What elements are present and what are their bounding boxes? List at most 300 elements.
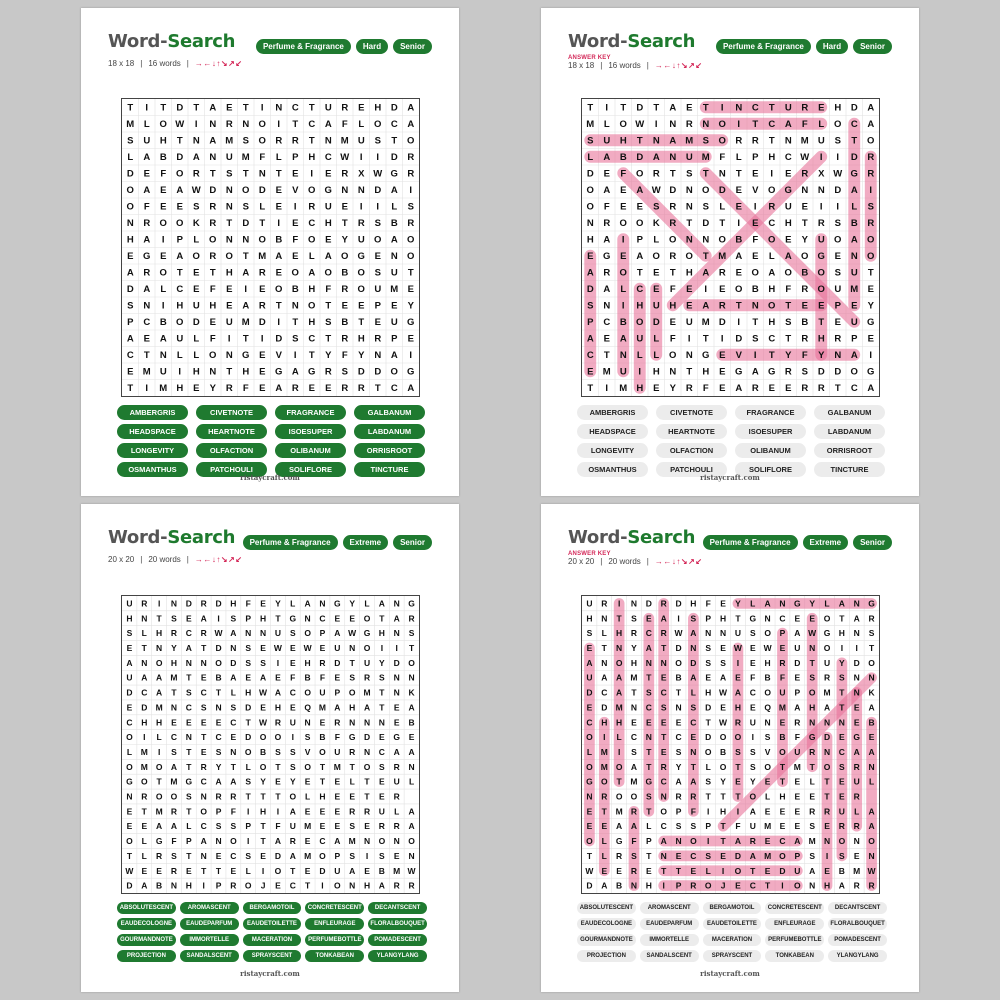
grid-letter: O [258,234,266,246]
grid-letter: W [348,628,357,639]
grid-letter: T [768,350,775,362]
grid-letter: E [675,717,682,728]
grid-letter: E [720,702,726,713]
grid-letter: O [817,267,825,279]
grid-letter: S [834,218,841,230]
direction-arrows-icon: →←↓↑↘↗↙ [654,557,703,566]
word-chip: FLORALBOUQUET [828,918,887,930]
grid-letter: P [215,880,222,891]
grid-letter: A [601,672,608,683]
grid-letter: N [868,850,875,861]
grid-letter: R [669,251,677,263]
grid-letter: T [686,366,693,378]
grid-letter: S [675,821,682,832]
grid-letter: B [619,317,627,329]
grid-letter: O [690,836,697,847]
grid-letter: D [126,168,134,180]
grid-letter: D [817,366,825,378]
grid-letter: E [334,791,341,802]
grid-letter: T [226,218,233,230]
grid-letter: Y [341,234,348,246]
grid-letter: D [393,657,400,668]
grid-letter: G [749,613,757,624]
grid-letter: E [176,201,183,213]
grid-letter: V [764,746,771,757]
grid-letter: U [390,317,398,329]
grid-letter: T [720,791,726,802]
grid-letter: S [275,746,281,757]
grid-letter: I [662,880,665,891]
grid-letter: R [215,791,222,802]
grid-letter: S [586,628,593,639]
grid-letter: R [652,168,660,180]
grid-letter: R [817,218,825,230]
word-chip: AROMASCENT [180,902,239,914]
grid-letter: U [749,717,756,728]
grid-letter: D [779,865,786,876]
grid-letter: F [319,672,326,683]
grid-letter: N [225,234,233,246]
grid-letter: F [620,168,627,180]
grid-letter: M [170,672,178,683]
grid-letter: F [752,234,759,246]
grid-letter: L [705,865,711,876]
grid-letter: W [340,152,350,164]
grid-letter: N [378,717,385,728]
grid-letter: G [867,366,875,378]
word-chip: YLANGYLANG [368,950,427,962]
grid-letter: W [808,628,817,639]
grid-letter: E [319,806,326,817]
grid-letter: G [794,598,801,609]
grid-letter: N [230,746,237,757]
grid-letter: M [685,135,694,147]
grid-letter: L [601,836,607,847]
grid-letter: I [321,880,324,891]
grid-letter: Y [171,643,177,654]
grid-letter: I [687,333,691,345]
word-chip: MACERATION [703,934,762,946]
grid-letter: G [357,251,365,263]
grid-letter: T [750,865,756,876]
grid-letter: U [274,628,281,639]
grid-letter: I [178,366,182,378]
grid-letter: A [660,613,667,624]
grid-letter: O [734,865,742,876]
grid-letter: G [407,317,415,329]
grid-letter: O [868,657,875,668]
grid-letter: D [215,643,222,654]
grid-letter: L [245,761,251,772]
grid-letter: E [719,366,726,378]
grid-letter: D [853,657,860,668]
grid-letter: F [669,284,676,296]
grid-letter: H [260,613,267,624]
grid-letter: F [690,806,696,817]
grid-letter: B [304,672,311,683]
grid-letter: H [308,152,316,164]
grid-letter: H [616,628,623,639]
grid-letter: S [245,850,252,861]
grid-letter: O [159,267,167,279]
grid-letter: E [200,717,207,728]
grid-letter: H [349,702,356,713]
grid-letter: M [850,284,859,296]
grid-letter: D [209,185,217,197]
grid-letter: N [616,643,623,654]
grid-letter: T [209,267,216,279]
grid-letter: S [171,746,177,757]
grid-letter: I [145,102,149,114]
grid-letter: E [358,102,365,114]
theme-badge: Perfume & Fragrance [243,535,338,550]
grid-letter: R [324,366,332,378]
grid-letter: U [334,865,341,876]
grid-letter: I [605,102,609,114]
grid-letter: S [690,821,697,832]
grid-letter: G [784,185,792,197]
grid-letter: C [143,317,151,329]
grid-letter: F [160,168,167,180]
grid-letter: C [660,821,667,832]
grid-letter: L [160,284,167,296]
grid-letter: R [735,135,743,147]
grid-letter: T [839,613,845,624]
grid-letter: T [631,687,637,698]
grid-letter: P [245,821,252,832]
grid-letter: E [292,251,299,263]
grid-letter: O [159,218,167,230]
grid-letter: G [868,598,875,609]
grid-letter: G [308,366,316,378]
grid-letter: E [794,776,801,787]
grid-letter: G [407,366,415,378]
grid-letter: T [601,806,607,817]
grid-letter: D [185,598,192,609]
grid-letter: I [605,383,609,395]
grid-letter: L [408,776,415,787]
grid-letter: E [209,317,216,329]
grid-letter: A [868,746,875,757]
grid-letter: N [809,717,816,728]
grid-letter: H [374,102,382,114]
grid-letter: L [156,732,162,743]
grid-letter: M [258,251,267,263]
grid-letter: C [319,613,326,624]
grid-letter: T [186,746,192,757]
grid-letter: G [348,732,356,743]
grid-letter: L [305,791,311,802]
answer-key-label: ANSWER KEY [568,551,611,557]
grid-letter: M [764,821,772,832]
grid-letter: R [407,168,415,180]
grid-letter: H [838,628,845,639]
grid-letter: A [794,628,801,639]
grid-letter: A [586,333,594,345]
grid-letter: R [868,613,875,624]
grid-letter: Q [764,702,771,713]
grid-letter: O [794,880,801,891]
grid-letter: A [850,350,858,362]
grid-letter: O [867,234,875,246]
grid-letter: O [374,119,382,131]
grid-letter: R [867,168,875,180]
grid-letter: T [391,135,398,147]
grid-letter: E [603,168,610,180]
grid-letter: L [601,850,607,861]
grid-size: 18 x 18 [108,59,135,68]
grid-letter: A [408,821,415,832]
grid-letter: N [291,300,299,312]
grid-letter: C [126,717,133,728]
grid-letter: M [853,865,861,876]
grid-letter: R [357,218,365,230]
grid-letter: N [242,119,250,131]
grid-letter: N [705,628,712,639]
grid-letter: E [620,251,627,263]
grid-letter: N [690,746,697,757]
puzzle-page-b-answer-key [541,504,919,992]
grid-letter: O [751,267,759,279]
grid-letter: T [587,102,594,114]
grid-letter: D [275,333,283,345]
grid-letter: S [408,628,415,639]
grid-letter: I [157,746,161,757]
grid-letter: S [230,702,237,713]
grid-letter: R [308,201,316,213]
grid-letter: I [217,613,220,624]
theme-badge: Perfume & Fragrance [703,535,798,550]
grid-letter: N [718,168,726,180]
grid-letter: N [702,119,710,131]
grid-letter: G [185,776,193,787]
grid-letter: H [669,300,677,312]
grid-letter: B [850,218,858,230]
grid-letter: I [603,732,606,743]
grid-letter: R [200,598,207,609]
grid-letter: H [586,234,594,246]
grid-letter: U [225,317,233,329]
grid-letter: W [800,152,810,164]
grid-letter: E [215,850,222,861]
grid-letter: E [720,643,726,654]
grid-letter: L [601,628,607,639]
grid-letter: R [407,152,415,164]
grid-letter: T [587,383,594,395]
grid-letter: I [276,806,280,817]
grid-letter: C [603,317,611,329]
grid-letter: A [324,251,332,263]
grid-letter: S [587,135,594,147]
grid-letter: O [259,732,267,743]
grid-letter: U [794,746,801,757]
direction-arrows-icon: →←↓↑↘↗↙ [194,59,243,68]
grid-letter: E [834,251,841,263]
grid-letter: E [839,791,845,802]
grid-letter: I [638,366,642,378]
grid-letter: L [193,350,200,362]
grid-letter: F [735,821,741,832]
grid-letter: E [341,201,348,213]
grid-letter: R [801,284,809,296]
grid-letter: C [660,687,667,698]
grid-letter: T [379,687,385,698]
grid-letter: H [823,880,831,891]
grid-letter: D [126,284,134,296]
grid-letter: U [784,201,792,213]
grid-letter: S [127,135,134,147]
word-chip: GOURMANDNOTE [577,934,636,946]
grid-letter: E [193,383,200,395]
grid-letter: S [349,672,356,683]
grid-letter: A [200,836,207,847]
grid-letter: D [718,317,726,329]
grid-letter: T [752,317,759,329]
grid-letter: N [619,350,627,362]
grid-letter: E [126,806,133,817]
grid-letter: E [719,284,726,296]
word-count: 20 words [148,555,181,564]
grid-letter: I [825,850,829,861]
grid-letter: E [785,383,792,395]
grid-letter: R [170,628,178,639]
grid-letter: E [720,850,726,861]
grid-letter: N [850,251,858,263]
grid-letter: L [719,201,726,213]
grid-letter: N [170,880,178,891]
grid-letter: H [809,702,816,713]
grid-letter: A [200,613,207,624]
grid-letter: T [735,761,741,772]
grid-letter: Y [669,383,676,395]
grid-letter: D [702,218,710,230]
word-chip: ORRISROOT [814,443,885,458]
grid-letter: D [705,702,712,713]
puzzle-meta: 20 x 20 | 20 words | →←↓↑↘↗↙ [568,557,703,566]
grid-letter: R [669,201,677,213]
grid-letter: F [290,672,296,683]
grid-letter: N [751,300,759,312]
grid-letter: E [752,218,759,230]
grid-letter: E [215,717,222,728]
grid-letter: H [156,717,163,728]
grid-letter: H [702,366,710,378]
grid-letter: D [636,102,644,114]
grid-letter: H [616,717,623,728]
grid-letter: U [143,135,151,147]
grid-letter: C [141,687,148,698]
grid-letter: B [868,717,875,728]
grid-letter: A [274,687,281,698]
grid-letter: I [293,201,297,213]
direction-arrows-icon: →←↓↑↘↗↙ [194,555,243,564]
grid-letter: T [752,119,759,131]
grid-letter: T [646,850,652,861]
grid-letter: N [809,880,816,891]
grid-letter: O [408,657,415,668]
grid-letter: R [393,821,400,832]
grid-letter: C [850,119,858,131]
grid-letter: P [705,821,712,832]
grid-letter: L [275,152,282,164]
word-chip: PROJECTION [117,950,176,962]
grid-letter: W [259,687,268,698]
grid-letter: B [764,672,771,683]
grid-letter: R [601,791,608,802]
grid-letter: N [685,185,693,197]
grid-letter: O [258,135,266,147]
grid-letter: H [126,234,134,246]
grid-letter: A [749,806,756,817]
grid-letter: H [652,366,660,378]
grid-letter: A [645,643,652,654]
grid-letter: N [200,791,207,802]
grid-letter: M [155,702,163,713]
grid-letter: G [808,732,816,743]
grid-letter: E [407,284,414,296]
grid-letter: R [630,806,638,817]
grid-letter: O [838,836,846,847]
grid-letter: E [794,613,801,624]
grid-letter: O [784,267,792,279]
grid-letter: L [126,746,133,757]
grid-letter: M [701,317,710,329]
grid-letter: N [200,657,207,668]
grid-letter: G [126,776,133,787]
grid-letter: W [867,865,876,876]
grid-letter: I [365,850,369,861]
site-footer: ristaycraft.com [700,969,760,978]
grid-letter: N [601,657,608,668]
grid-letter: U [619,366,627,378]
grid-letter: E [334,672,341,683]
grid-letter: A [170,821,178,832]
grid-letter: M [304,821,312,832]
grid-letter: T [669,168,676,180]
grid-letter: A [393,613,400,624]
grid-letter: E [587,366,594,378]
grid-letter: T [260,821,266,832]
grid-letter: A [141,672,148,683]
grid-letter: H [324,218,332,230]
grid-letter: A [751,366,759,378]
grid-letter: O [304,761,311,772]
grid-letter: B [751,284,759,296]
grid-letter: L [176,350,183,362]
grid-letter: N [324,135,332,147]
grid-letter: S [374,218,381,230]
grid-letter: T [779,776,786,787]
grid-letter: U [734,628,741,639]
grid-letter: E [586,806,593,817]
grid-letter: O [764,761,771,772]
grid-letter: V [752,185,759,197]
grid-letter: I [654,119,658,131]
grid-letter: N [393,628,400,639]
grid-letter: T [735,300,742,312]
grid-letter: P [334,687,341,698]
grid-letter: N [645,657,652,668]
grid-letter: O [768,185,776,197]
word-chip: HEARTNOTE [196,424,267,439]
grid-letter: I [707,806,710,817]
grid-letter: O [735,284,743,296]
grid-letter: I [277,218,281,230]
grid-letter: A [390,350,398,362]
grid-letter: E [275,267,282,279]
grid-letter: L [245,865,251,876]
grid-letter: A [669,135,677,147]
